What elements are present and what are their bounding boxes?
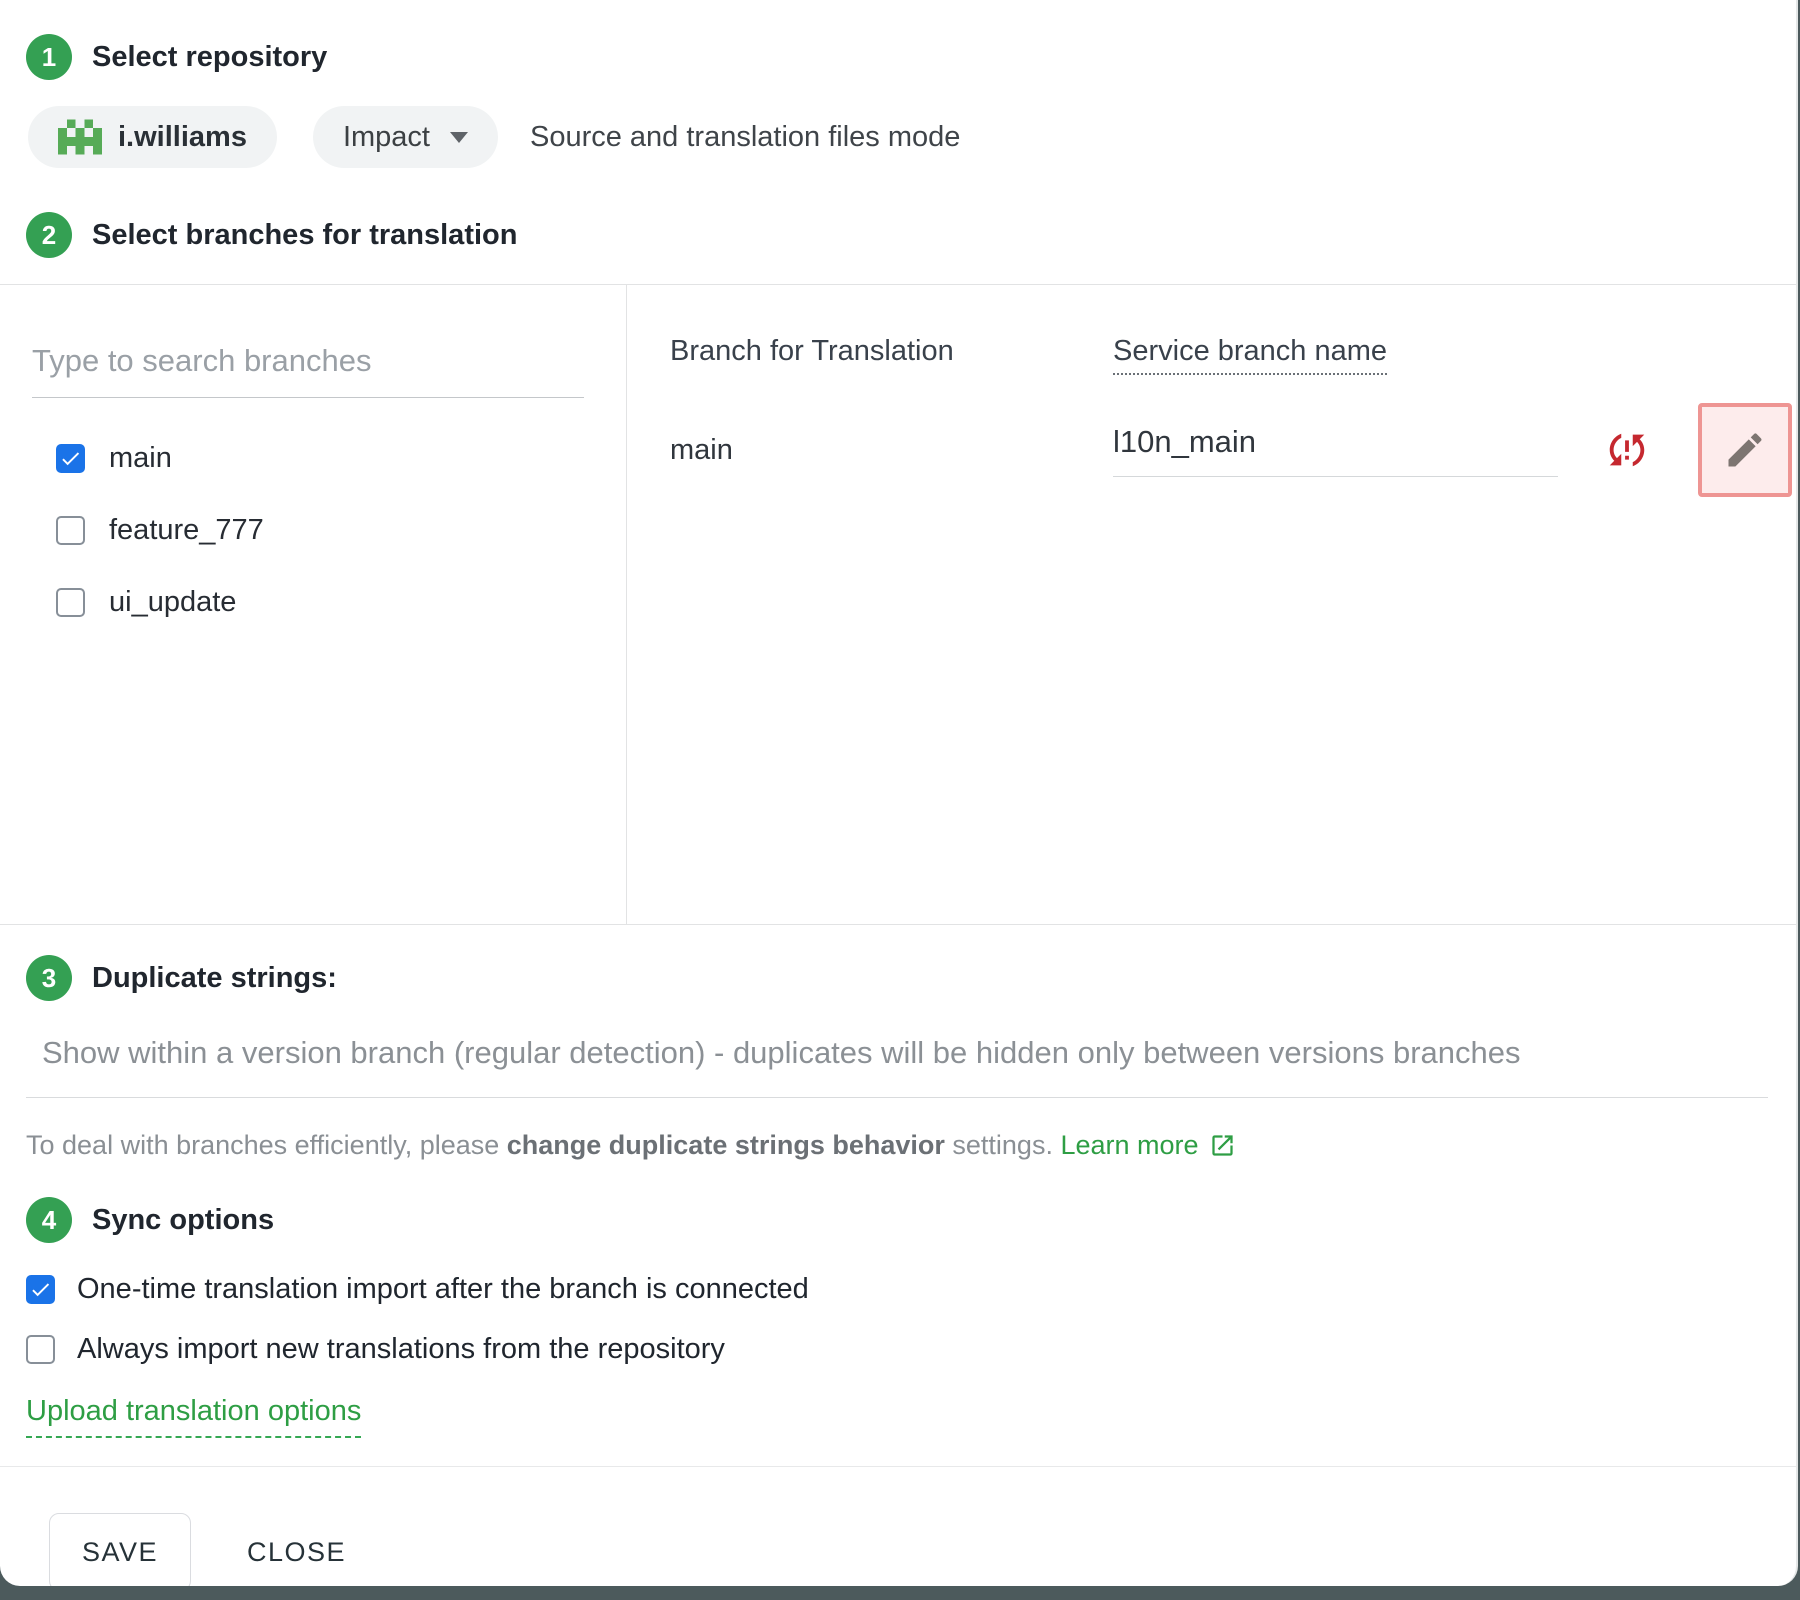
open-in-new-icon (1209, 1132, 1236, 1159)
dialog-footer (0, 1467, 1796, 1586)
note-prefix: To deal with branches efficiently, please (26, 1130, 507, 1160)
files-mode-text: Source and translation files mode (529, 120, 961, 153)
step1-title: Select repository (92, 40, 328, 73)
repository-account-name: i.williams (118, 120, 247, 153)
checkbox-feature-777[interactable] (56, 516, 85, 545)
identicon-avatar-icon (58, 115, 102, 159)
repository-select-label: Impact (342, 120, 430, 153)
step1-badge: 1 (26, 34, 72, 80)
learn-more-link[interactable] (1060, 1130, 1235, 1161)
branch-mapping-panel (627, 285, 1798, 924)
note-bold: change duplicate strings behavior (506, 1130, 945, 1160)
branch-search-input[interactable] (32, 337, 584, 398)
step1-header (26, 34, 1796, 80)
step4-title: Sync options (92, 1203, 275, 1236)
pencil-icon (1723, 428, 1767, 472)
duplicate-strings-note (26, 1130, 1768, 1161)
branch-row-feature-777[interactable] (56, 494, 584, 566)
service-branch-name-input[interactable] (1113, 424, 1558, 477)
sync-option-label: Always import new translations from the repository (77, 1332, 725, 1365)
close-button[interactable]: CLOSE (227, 1517, 366, 1587)
branch-selection-panels (0, 284, 1796, 925)
sync-option-label: One-time translation import after the branch is connected (77, 1272, 809, 1305)
branch-list (32, 422, 584, 638)
branch-row-ui-update[interactable] (56, 566, 584, 638)
note-suffix: settings. (944, 1130, 1061, 1160)
repository-select-chip[interactable] (313, 106, 498, 168)
service-branch-name-header: Service branch name (1113, 335, 1387, 375)
checkbox-one-time-import[interactable] (26, 1275, 55, 1304)
learn-more-label: Learn more (1060, 1130, 1199, 1160)
step3-header (26, 955, 1768, 1001)
sync-option-always-import[interactable] (26, 1319, 1796, 1379)
chevron-down-icon (450, 132, 468, 143)
branch-list-panel (0, 285, 627, 924)
sync-problem-icon (1604, 427, 1650, 473)
save-button[interactable]: SAVE (49, 1513, 191, 1586)
duplicate-strings-select[interactable]: Show within a version branch (regular detection) - duplicates will be hidden only between versions branches (26, 1035, 1768, 1098)
step2-badge: 2 (26, 212, 72, 258)
edit-service-branch-button[interactable] (1698, 403, 1792, 497)
branch-label: ui_update (109, 585, 237, 618)
branch-for-translation-header: Branch for Translation (670, 335, 954, 367)
upload-translation-options-link[interactable]: Upload translation options (26, 1395, 361, 1438)
sync-option-one-time-import[interactable] (26, 1259, 1796, 1319)
step2-header (26, 212, 1796, 258)
checkbox-ui-update[interactable] (56, 588, 85, 617)
repository-account-chip[interactable] (28, 106, 277, 168)
branch-label: main (109, 441, 172, 474)
branch-label: feature_777 (109, 513, 264, 546)
branch-mapping-row (670, 402, 1792, 498)
step4-badge: 4 (26, 1197, 72, 1243)
step3-badge: 3 (26, 955, 72, 1001)
branch-row-main[interactable] (56, 422, 584, 494)
step2-title: Select branches for translation (92, 218, 518, 251)
step4-header (26, 1197, 1796, 1243)
step3-title: Duplicate strings: (92, 961, 337, 994)
mapped-branch-name: main (670, 433, 733, 466)
checkbox-main[interactable] (56, 444, 85, 473)
checkbox-always-import[interactable] (26, 1335, 55, 1364)
